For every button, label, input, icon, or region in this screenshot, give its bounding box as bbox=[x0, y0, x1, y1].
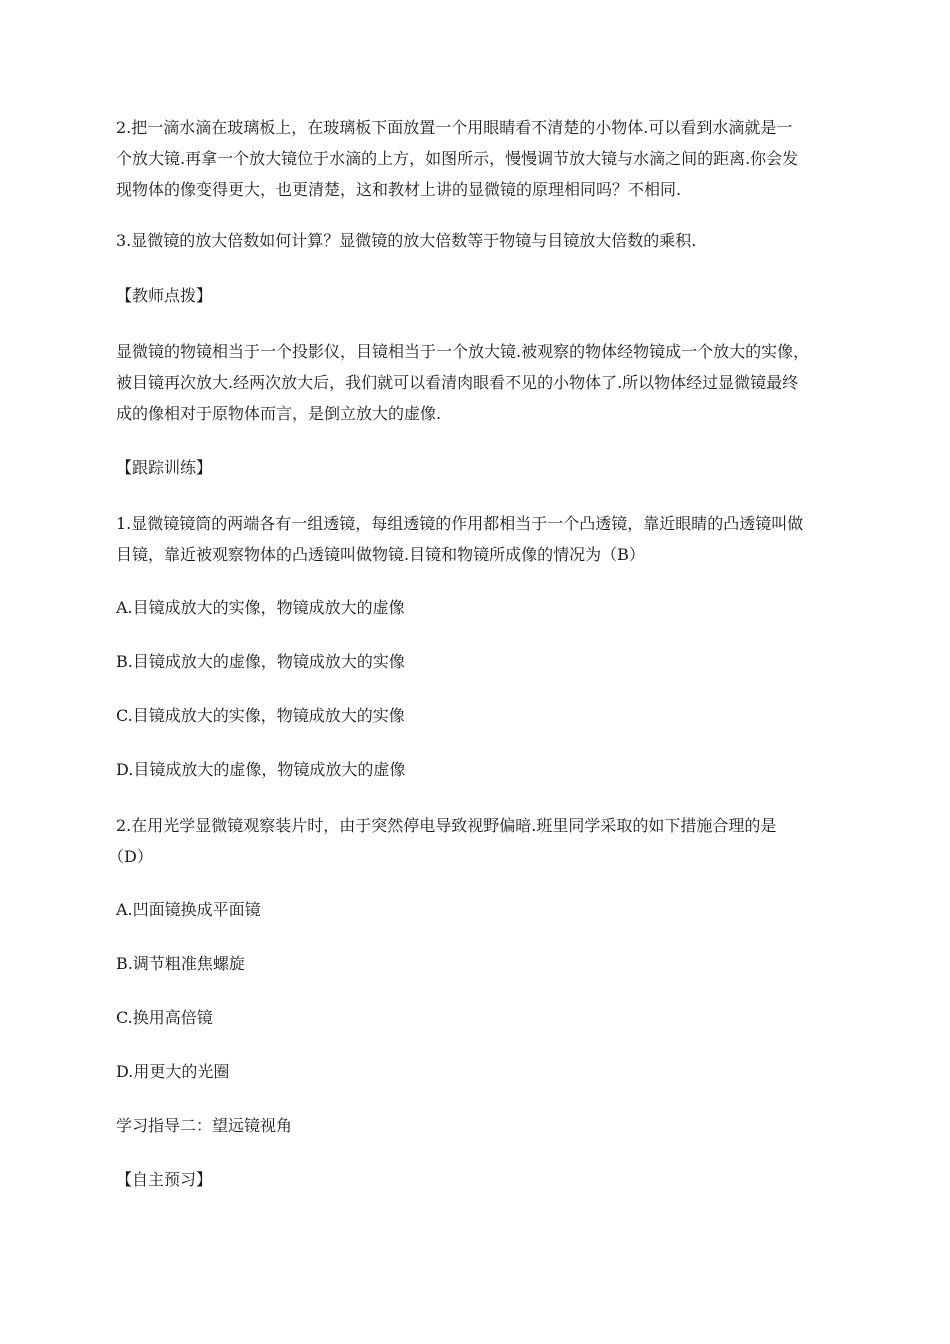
guide-2-heading: 学习指导二：望远镜视角 bbox=[116, 1116, 293, 1135]
exercise-2-option-b: B.调节粗准焦螺旋 bbox=[116, 954, 245, 973]
text-line: 个放大镜.再拿一个放大镜位于水滴的上方，如图所示，慢慢调节放大镜与水滴之间的距离.你会发 bbox=[116, 149, 799, 168]
text-line: 目镜，靠近被观察物体的凸透镜叫做物镜.目镜和物镜所成像的情况为（B） bbox=[116, 545, 645, 564]
teacher-tips-paragraph bbox=[116, 336, 836, 429]
text-line: 2.把一滴水滴在玻璃板上，在玻璃板下面放置一个用眼睛看不清楚的小物体.可以看到水滴就是一 bbox=[116, 118, 793, 137]
exercise-1-option-d: D.目镜成放大的虚像，物镜成放大的虚像 bbox=[116, 760, 406, 779]
exercise-1-option-a: A.目镜成放大的实像，物镜成放大的虚像 bbox=[116, 598, 405, 617]
text-line: 成的像相对于原物体而言，是倒立放大的虚像. bbox=[116, 404, 442, 423]
text-line: 被目镜再次放大.经两次放大后，我们就可以看清肉眼看不见的小物体了.所以物体经过显微镜最终 bbox=[116, 373, 799, 392]
question-2-paragraph bbox=[116, 112, 836, 205]
question-3-paragraph: 3.显微镜的放大倍数如何计算？显微镜的放大倍数等于物镜与目镜放大倍数的乘积. bbox=[116, 231, 697, 250]
exercise-2-option-d: D.用更大的光圈 bbox=[116, 1062, 230, 1081]
exercise-1-option-b: B.目镜成放大的虚像，物镜成放大的实像 bbox=[116, 652, 405, 671]
exercise-2-option-c: C.换用高倍镜 bbox=[116, 1008, 213, 1027]
exercise-2-option-a: A.凹面镜换成平面镜 bbox=[116, 900, 261, 919]
exercise-1-stem bbox=[116, 508, 836, 570]
exercise-1-option-c: C.目镜成放大的实像，物镜成放大的实像 bbox=[116, 706, 405, 725]
text-line: 2.在用光学显微镜观察装片时，由于突然停电导致视野偏暗.班里同学采取的如下措施合理的是 bbox=[116, 816, 777, 835]
self-study-heading: 【自主预习】 bbox=[116, 1170, 213, 1189]
text-line: 1.显微镜镜筒的两端各有一组透镜，每组透镜的作用都相当于一个凸透镜，靠近眼睛的凸透镜叫做 bbox=[116, 514, 804, 533]
text-line: 显微镜的物镜相当于一个投影仪，目镜相当于一个放大镜.被观察的物体经物镜成一个放大的实像， bbox=[116, 342, 810, 361]
text-line: （D） bbox=[108, 847, 153, 866]
training-heading: 【跟踪训练】 bbox=[116, 458, 213, 477]
teacher-tips-heading: 【教师点拨】 bbox=[116, 286, 213, 305]
text-line: 现物体的像变得更大，也更清楚，这和教材上讲的显微镜的原理相同吗？不相同. bbox=[116, 180, 682, 199]
exercise-2-stem bbox=[108, 810, 836, 872]
